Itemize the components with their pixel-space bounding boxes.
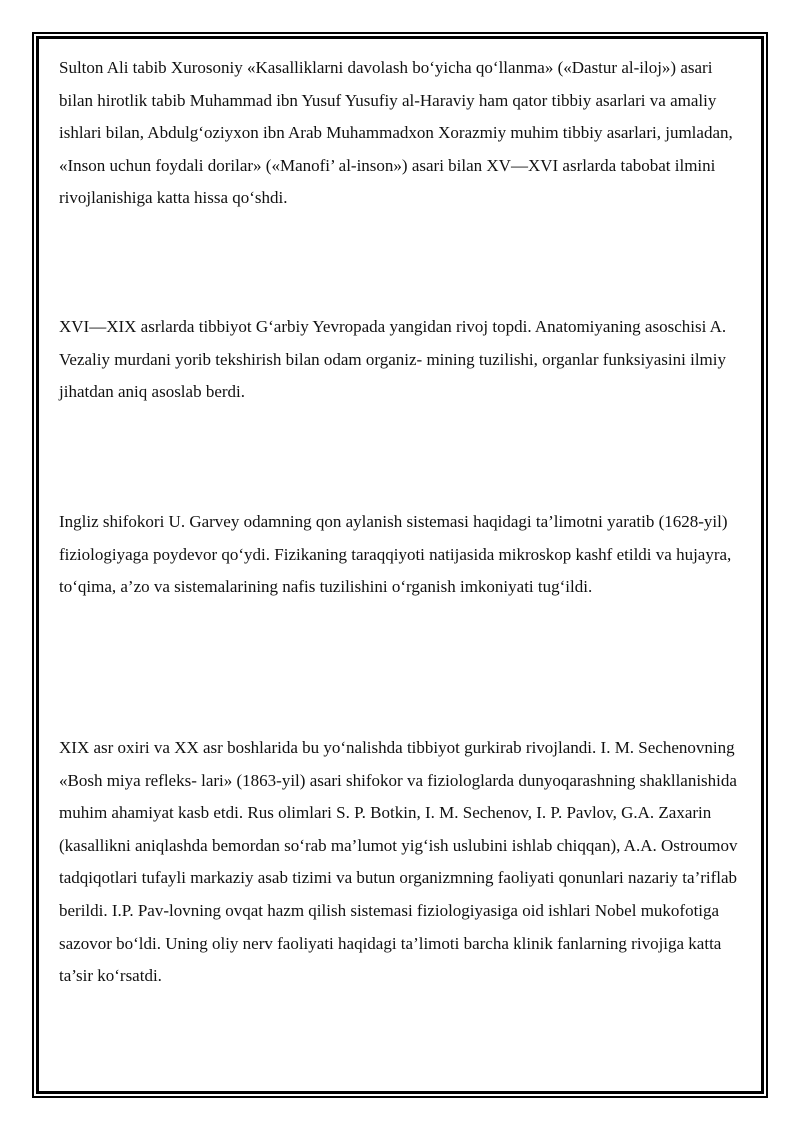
paragraph-1: Sulton Ali tabib Xurosoniy «Kasalliklarni davolash boʻyicha qoʻllanma» («Dastur al-iloj») asari bilan hirotlik tabib Muhammad ibn Yusuf Yusufiy al-Haraviy ham qator tibbiy asarlari va amaliy ishlari bilan, Abdulgʻoziyxon ibn Arab Muhammadxon Xorazmiy muhim tibbiy asarlari, jumladan, «Inson uchun foydali dorilar» («Manofi’ al-inson») asari bilan XV—XVI asrlarda tabobat ilmini rivojlanishiga katta hissa qoʻshdi. [59,58,733,208]
paragraph-2: XVI—XIX asrlarda tibbiyot Gʻarbiy Yevropada yangidan rivoj topdi. Anatomiyaning asoschisi A. Vezaliy murdani yorib tekshirish bilan odam organiz- mining tuzilishi, organlar funksiyasini ilmiy jihatdan aniq asoslab berdi. [59,317,727,402]
paragraph-3: Ingliz shifokori U. Garvey odamning qon aylanish sistemasi haqidagi ta’limotni yaratib (1628-yil) fiziologiyaga poydevor qoʻydi. Fizikaning taraqqiyoti natijasida mikroskop kashf etildi va hujayra, toʻqima, a’zo va sistemalarining nafis tuzilishini oʻrganish imkoniyati tugʻildi. [59,512,732,597]
paragraph-4: XIX asr oxiri va XX asr boshlarida bu yoʻnalishda tibbiyot gurkirab rivojlandi. I. M. Sechenovning «Bosh miya refleks- lari» (1863-yil) asari shifokor va fiziologlarda dunyoqarashning shakllanishida muhim ahamiyat kasb etdi. Rus olimlari S. P. Botkin, I. M. Sechenov, I. P. Pavlov, G.A. Zaxarin (kasallikni aniqlashda bemordan soʻrab ma’lumot yigʻish uslubini ishlab chiqqan), A.A. Ostroumov tadqiqotlari tufayli markaziy asab tizimi va butun organizmning faoliyati qonunlari nazariy ta’riflab berildi. I.P. Pav-lovning ovqat hazm qilish sistemasi fiziologiyasiga oid ishlari Nobel mukofotiga sazovor boʻldi. Uning oliy nerv faoliyati haqidagi ta’limoti barcha klinik fanlarning rivojiga katta ta’sir koʻrsatdi. [59,738,738,986]
